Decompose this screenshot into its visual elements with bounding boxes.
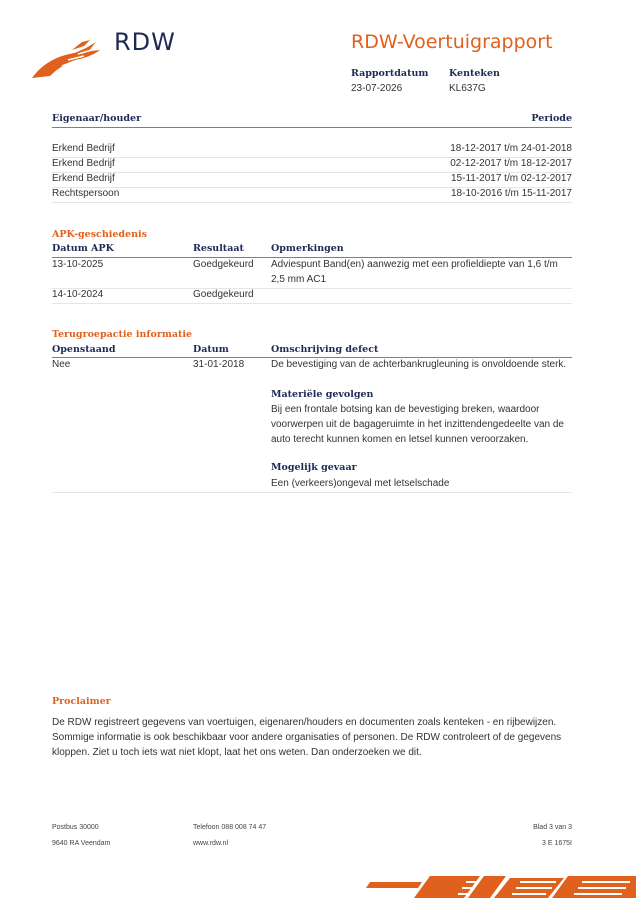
period-cell: 02-12-2017 t/m 18-12-2017: [450, 158, 572, 169]
consequences-line: auto terecht kunnen komen en letsel kunnen veroorzaken.: [271, 434, 529, 445]
footer-phone: Telefoon 088 008 74 47: [193, 824, 267, 831]
apk-date-column-header: Datum APK: [52, 243, 114, 254]
apk-result-column-header: Resultaat: [193, 243, 244, 254]
report-date-label: Rapportdatum: [351, 68, 429, 79]
proclaimer-line: Sommige informatie is ook beschikbaar voor andere organisaties of personen. De RDW controleert of de gegevens: [52, 732, 562, 743]
report-date-block: [351, 68, 428, 94]
document-title: RDW-Voertuigrapport: [351, 31, 553, 53]
owner-cell: Erkend Bedrijf: [52, 173, 115, 184]
proclaimer-line: kloppen. Ziet u toch iets wat niet klopt, laat het ons weten. Dan onderzoeken we dit.: [52, 747, 422, 758]
table-row: [52, 172, 572, 188]
footer-code: 3 E 1675I: [542, 840, 572, 847]
proclaimer-line: De RDW registreert gegevens van voertuigen, eigenaren/houders en documenten zoals kenteken - en rijbewijzen.: [52, 717, 557, 728]
rdw-logo: [28, 28, 178, 84]
period-cell: 18-12-2017 t/m 24-01-2018: [450, 143, 572, 154]
footer-stripes-decoration: [360, 872, 636, 900]
apk-remarks-cell: Adviespunt Band(en) aanwezig met een profieldiepte van 1,6 t/m: [271, 259, 558, 270]
owner-cell: Rechtspersoon: [52, 188, 120, 199]
table-row: [52, 157, 572, 173]
consequences-line: Bij een frontale botsing kan de bevestiging breken, waardoor: [271, 404, 540, 415]
recall-date-column-header: Datum: [193, 344, 229, 355]
brand-name: RDW: [114, 28, 176, 56]
period-column-header: Periode: [531, 113, 572, 124]
proclaimer-title: Proclaimer: [52, 696, 111, 707]
apk-result-cell: Goedgekeurd: [193, 289, 254, 300]
apk-date-cell: 13-10-2025: [52, 259, 104, 270]
apk-remarks-column-header: Opmerkingen: [271, 243, 344, 254]
table-row: [52, 258, 572, 289]
recall-date-cell: 31-01-2018: [193, 359, 245, 370]
owner-cell: Erkend Bedrijf: [52, 158, 115, 169]
danger-text: Een (verkeers)ongeval met letselschade: [271, 478, 450, 489]
recall-description-cell: De bevestiging van de achterbankrugleuning is onvoldoende sterk.: [271, 359, 567, 370]
owner-cell: Erkend Bedrijf: [52, 143, 115, 154]
recall-open-column-header: Openstaand: [52, 344, 116, 355]
table-row: [52, 187, 572, 203]
danger-title: Mogelijk gevaar: [271, 462, 357, 473]
footer-city: 9640 RA Veendam: [52, 840, 111, 847]
apk-date-cell: 14-10-2024: [52, 289, 104, 300]
recall-section-title: Terugroepactie informatie: [52, 329, 193, 340]
apk-section-title: APK-geschiedenis: [52, 229, 147, 240]
footer-website[interactable]: www.rdw.nl: [193, 840, 229, 847]
table-row: [52, 288, 572, 304]
consequences-title: Materiële gevolgen: [271, 389, 374, 400]
rdw-wing-icon: [28, 38, 104, 82]
apk-result-cell: Goedgekeurd: [193, 259, 254, 270]
report-date-value: 23-07-2026: [351, 83, 403, 94]
period-cell: 15-11-2017 t/m 02-12-2017: [450, 173, 572, 184]
license-plate-block: [449, 68, 500, 94]
recall-table-header: [52, 344, 572, 358]
footer-postbus: Postbus 30000: [52, 824, 99, 831]
owner-column-header: Eigenaar/houder: [52, 113, 142, 124]
recall-open-cell: Nee: [52, 359, 71, 370]
license-plate-label: Kenteken: [449, 68, 500, 79]
table-row: [52, 142, 572, 158]
license-plate-value: KL637G: [449, 83, 486, 94]
apk-remarks-cell-continued: 2,5 mm AC1: [271, 274, 327, 285]
recall-description-column-header: Omschrijving defect: [271, 344, 379, 355]
owners-table-header: [52, 113, 572, 128]
consequences-line: voorwerpen uit de bagageruimte in het inzittendengedeelte van de: [271, 419, 564, 430]
apk-table-header: [52, 243, 572, 258]
footer-page-number: Blad 3 van 3: [533, 824, 572, 831]
period-cell: 18-10-2016 t/m 15-11-2017: [450, 188, 572, 199]
